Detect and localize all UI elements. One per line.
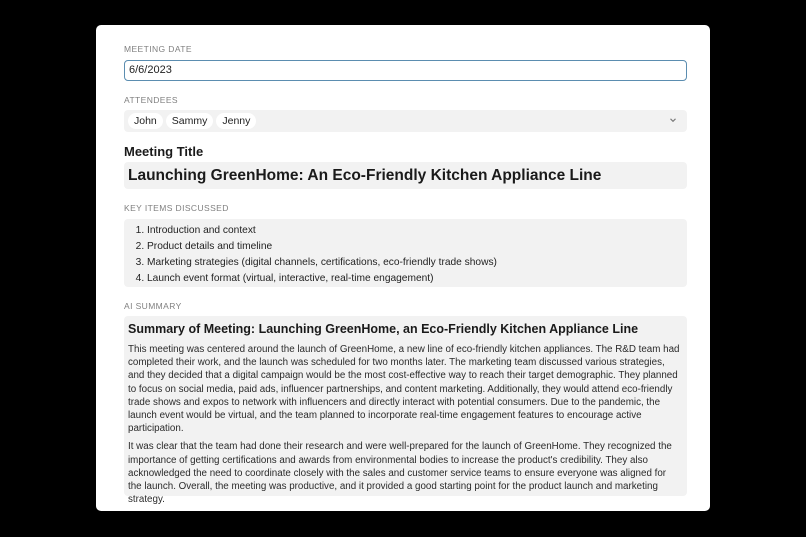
meeting-title-label: Meeting Title xyxy=(124,144,204,159)
attendees-label: ATTENDEES xyxy=(124,95,178,105)
key-item: 3. Marketing strategies (digital channels, certifications, eco-friendly trade shows) xyxy=(147,255,687,271)
meeting-notes-card xyxy=(96,25,710,511)
attendee-chip[interactable]: Jenny xyxy=(216,113,256,129)
chevron-down-icon[interactable] xyxy=(667,114,679,126)
attendee-chip[interactable]: Sammy xyxy=(166,113,214,129)
key-item: 2. Product details and timeline xyxy=(147,239,687,255)
key-items-label: KEY ITEMS DISCUSSED xyxy=(124,203,229,213)
key-items-list[interactable] xyxy=(124,219,687,287)
attendees-select[interactable] xyxy=(124,110,687,132)
ai-summary-label: AI SUMMARY xyxy=(124,301,182,311)
ai-summary-box xyxy=(124,316,687,506)
meeting-date-label: MEETING DATE xyxy=(124,44,192,54)
attendee-chip[interactable]: John xyxy=(128,113,163,129)
key-item: 4. Launch event format (virtual, interactive, real-time engagement) xyxy=(147,271,687,287)
key-item: 1. Introduction and context xyxy=(147,223,687,239)
summary-paragraph: It was clear that the team had done their research and were well-prepared for the launch of GreenHome. They recognized the importance of getting certifications and awards from environmental bodies to increase the product's credibility. They also acknowledged the need to coordinate closely with the sales and customer service teams to ensure everyone was aligned for the launch. Overall, the meeting was productive, and it provided a good starting point for the product launch and marketing strategy. xyxy=(128,441,672,506)
meeting-date-input[interactable]: 6/6/2023 xyxy=(124,60,687,81)
summary-heading: Summary of Meeting: Launching GreenHome, an Eco-Friendly Kitchen Appliance Line xyxy=(128,322,639,336)
summary-paragraph: This meeting was centered around the launch of GreenHome, a new line of eco-friendly kitchen appliances. The R&D team had completed their work, and the launch was scheduled for two months later. The marketing team discussed various strategies, and they decided that a digital campaign would be the most cost-effective way to reach their target demographic. They planned to focus on social media, paid ads, influencer partnerships, and content marketing. Additionally, they would attend eco-friendly trade shows and expos to network with influencers and directly interact with potential consumers. Due to the pandemic, the launch event would be virtual, and the team planned to incorporate real-time engagement features to encourage active participation. xyxy=(128,344,680,435)
meeting-title-field[interactable]: Launching GreenHome: An Eco-Friendly Kitchen Appliance Line xyxy=(124,162,687,189)
